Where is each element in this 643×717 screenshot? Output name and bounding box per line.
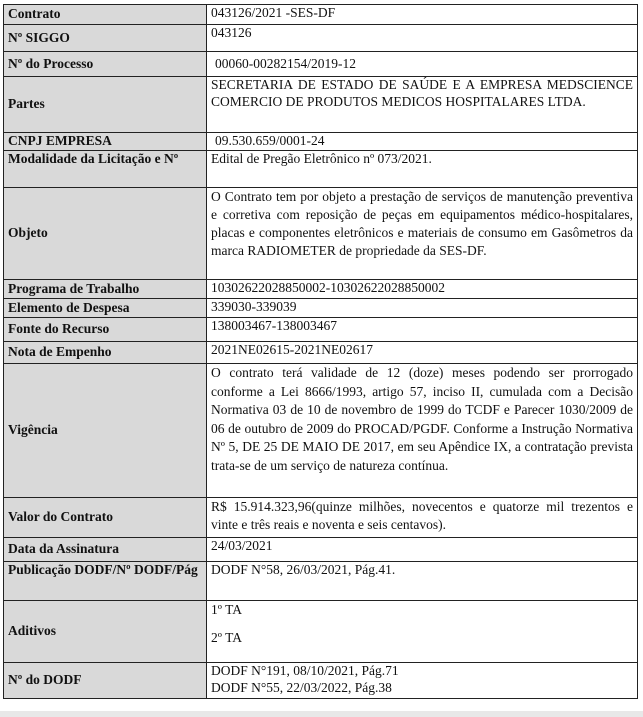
label-objeto: Objeto	[4, 188, 207, 280]
value-programa: 10302622028850002-10302622028850002	[207, 280, 638, 299]
label-empenho: Nota de Empenho	[4, 342, 207, 364]
label-fonte: Fonte do Recurso	[4, 318, 207, 342]
row-aditivos	[4, 601, 638, 663]
row-cnpj	[4, 133, 638, 151]
value-partes: SECRETARIA DE ESTADO DE SAÚDE E A EMPRESA MEDSCIENCE COMERCIO DE PRODUTOS MEDICOS HOSPITALARES LTDA.	[207, 77, 638, 133]
value-processo: 00060-00282154/2019-12	[207, 52, 638, 77]
value-aditivos	[207, 601, 638, 663]
label-processo: Nº do Processo	[4, 52, 207, 77]
row-modalidade	[4, 151, 638, 188]
value-cnpj: 09.530.659/0001-24	[207, 133, 638, 151]
value-vigencia: O contrato terá validade de 12 (doze) meses podendo ser prorrogado conforme a Lei 8666/1993, artigo 57, inciso II, cumulada com a Decisão Normativa 03 de 10 de novembro de 1999 do TCDF e Parecer 1030/2009 de 06 de outubro de 2009 do PROCAD/PGDF. Conforme a Instrução Normativa Nº 5, DE 25 DE MAIO DE 2017, em seu Apêndice IX, a contratação prevista trata-se de um serviço de natureza contínua.	[207, 364, 638, 498]
row-assinatura	[4, 538, 638, 562]
row-fonte	[4, 318, 638, 342]
value-fonte: 138003467-138003467	[207, 318, 638, 342]
value-valor: R$ 15.914.323,96(quinze milhões, novecentos e quatorze mil trezentos e vinte e três reais e noventa e seis centavos).	[207, 498, 638, 538]
value-elemento: 339030-339039	[207, 299, 638, 318]
label-contrato: Contrato	[4, 5, 207, 25]
row-empenho	[4, 342, 638, 364]
label-programa: Programa de Trabalho	[4, 280, 207, 299]
row-objeto	[4, 188, 638, 280]
label-modalidade: Modalidade da Licitação e Nº	[4, 151, 207, 188]
row-siggo	[4, 25, 638, 52]
value-siggo: 043126	[207, 25, 638, 52]
label-vigencia: Vigência	[4, 364, 207, 498]
value-publicacao: DODF N°58, 26/03/2021, Pág.41.	[207, 562, 638, 601]
value-modalidade: Edital de Pregão Eletrônico nº 073/2021.	[207, 151, 638, 188]
page-bottom-strip	[0, 711, 643, 717]
label-valor: Valor do Contrato	[4, 498, 207, 538]
label-dodf: Nº do DODF	[4, 663, 207, 699]
value-assinatura: 24/03/2021	[207, 538, 638, 562]
label-siggo: Nº SIGGO	[4, 25, 207, 52]
label-publicacao: Publicação DODF/Nº DODF/Pág	[4, 562, 207, 601]
row-contrato	[4, 5, 638, 25]
row-programa	[4, 280, 638, 299]
value-contrato: 043126/2021 -SES-DF	[207, 5, 638, 25]
row-vigencia	[4, 364, 638, 498]
row-dodf	[4, 663, 638, 699]
dodf-item: DODF N°55, 22/03/2022, Pág.38	[211, 679, 392, 695]
row-processo	[4, 52, 638, 77]
row-partes	[4, 77, 638, 133]
aditivo-item: 1º TA	[211, 602, 242, 617]
aditivo-item: 2º TA	[211, 630, 242, 645]
row-publicacao	[4, 562, 638, 601]
value-objeto: O Contrato tem por objeto a prestação de serviços de manutenção preventiva e corretiva com reposição de peças em equipamentos médico-hospitalares, placas e componentes eletrônicos e materiais de consumo em Gasômetros da marca RADIOMETER de propriedade da SES-DF.	[207, 188, 638, 280]
row-valor	[4, 498, 638, 538]
label-aditivos: Aditivos	[4, 601, 207, 663]
value-dodf	[207, 663, 638, 699]
label-assinatura: Data da Assinatura	[4, 538, 207, 562]
contract-summary-table	[3, 4, 638, 699]
label-partes: Partes	[4, 77, 207, 133]
value-empenho: 2021NE02615-2021NE02617	[207, 342, 638, 364]
row-elemento	[4, 299, 638, 318]
dodf-item: DODF N°191, 08/10/2021, Pág.71	[211, 663, 399, 678]
label-elemento: Elemento de Despesa	[4, 299, 207, 318]
label-cnpj: CNPJ EMPRESA	[4, 133, 207, 151]
